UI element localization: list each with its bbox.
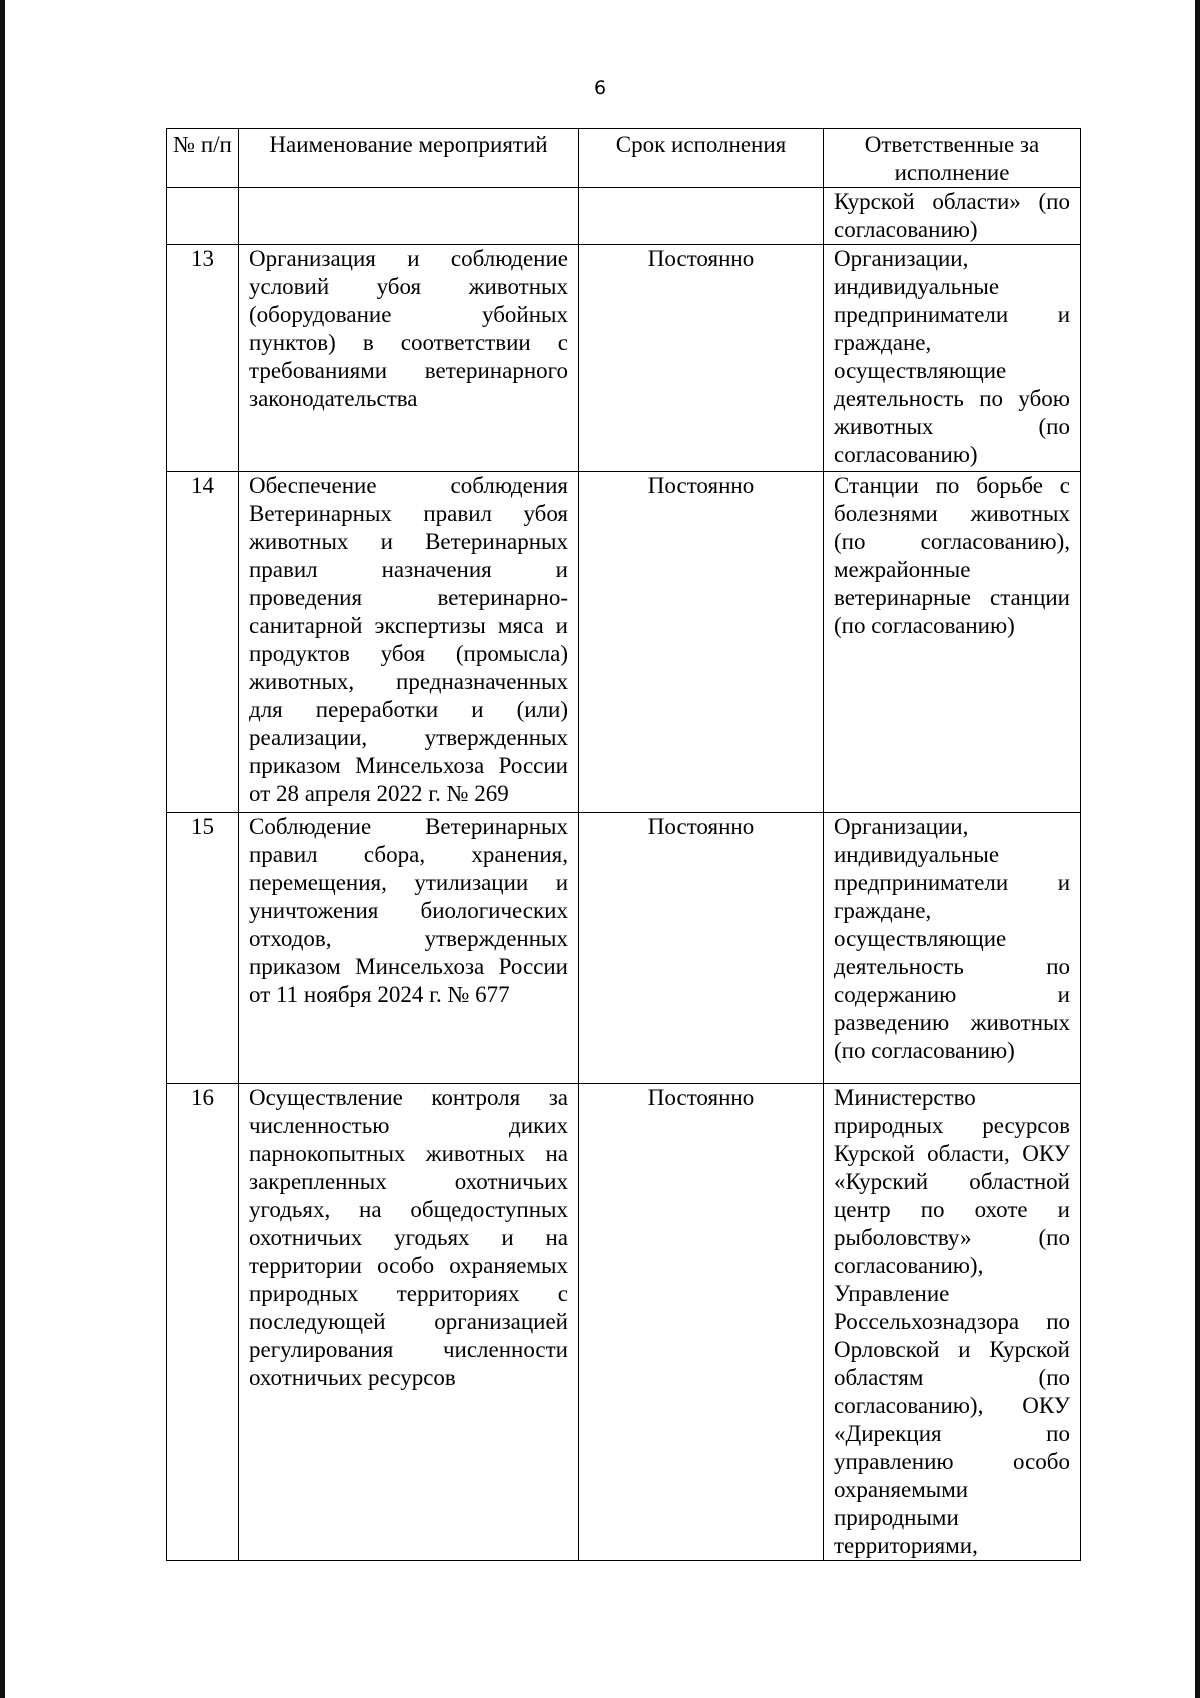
cell-number: 16 — [167, 1084, 239, 1561]
cell-number: 14 — [167, 472, 239, 813]
cell-responsible: Станции по борьбе с болезнями животных (по согласованию), межрайонные ветеринарные станции (по согласованию) — [824, 472, 1081, 813]
header-number: № п/п — [167, 129, 239, 188]
cell-term: Постоянно — [579, 1084, 824, 1561]
cell-name — [239, 188, 579, 245]
cell-term — [579, 188, 824, 245]
cell-name: Организация и соблюдение условий убоя животных (оборудование убойных пунктов) в соответствии с требованиями ветеринарного законодательства — [239, 245, 579, 472]
header-name: Наименование мероприятий — [239, 129, 579, 188]
table-row-continuation — [167, 188, 1081, 245]
cell-responsible: Организации, индивидуальные предприниматели и граждане, осуществляющие деятельность по убою животных (по согласованию) — [824, 245, 1081, 472]
scan-edge-left — [0, 0, 5, 1698]
table-header-row — [167, 129, 1081, 188]
table-row — [167, 472, 1081, 813]
cell-name: Соблюдение Ветеринарных правил сбора, хранения, перемещения, утилизации и уничтожения биологических отходов, утвержденных приказом Минсельхоза России от 11 ноября 2024 г. № 677 — [239, 813, 579, 1084]
measures-table — [166, 128, 1081, 1561]
cell-number: 15 — [167, 813, 239, 1084]
cell-name: Обеспечение соблюдения Ветеринарных правил убоя животных и Ветеринарных правил назначения и проведения ветеринарно-санитарной экспертизы мяса и продуктов убоя (промысла) животных, предназначенных для переработки и (или) реализации, утвержденных приказом Минсельхоза России от 28 апреля 2022 г. № 269 — [239, 472, 579, 813]
header-responsible: Ответственные за исполнение — [824, 129, 1081, 188]
cell-responsible: Министерство природных ресурсов Курской области, ОКУ «Курский областной центр по охоте и рыболовству» (по согласованию), Управление Россельхознадзора по Орловской и Курской областям (по согласованию), ОКУ «Дирекция по управлению особо охраняемыми природными территориями, — [824, 1084, 1081, 1561]
cell-number: 13 — [167, 245, 239, 472]
cell-number — [167, 188, 239, 245]
cell-term: Постоянно — [579, 472, 824, 813]
scan-edge-right — [1195, 0, 1200, 1698]
page-number: 6 — [593, 77, 607, 99]
table-row — [167, 813, 1081, 1084]
cell-responsible: Курской области» (по согласованию) — [824, 188, 1081, 245]
table-row — [167, 245, 1081, 472]
cell-term: Постоянно — [579, 813, 824, 1084]
cell-name: Осуществление контроля за численностью диких парнокопытных животных на закрепленных охотничьих угодьях, на общедоступных охотничьих угодьях и на территории особо охраняемых природных территориях с последующей организацией регулирования численности охотничьих ресурсов — [239, 1084, 579, 1561]
table-row — [167, 1084, 1081, 1561]
header-term: Срок исполнения — [579, 129, 824, 188]
cell-responsible: Организации, индивидуальные предприниматели и граждане, осуществляющие деятельность по содержанию и разведению животных (по согласованию) — [824, 813, 1081, 1084]
cell-term: Постоянно — [579, 245, 824, 472]
